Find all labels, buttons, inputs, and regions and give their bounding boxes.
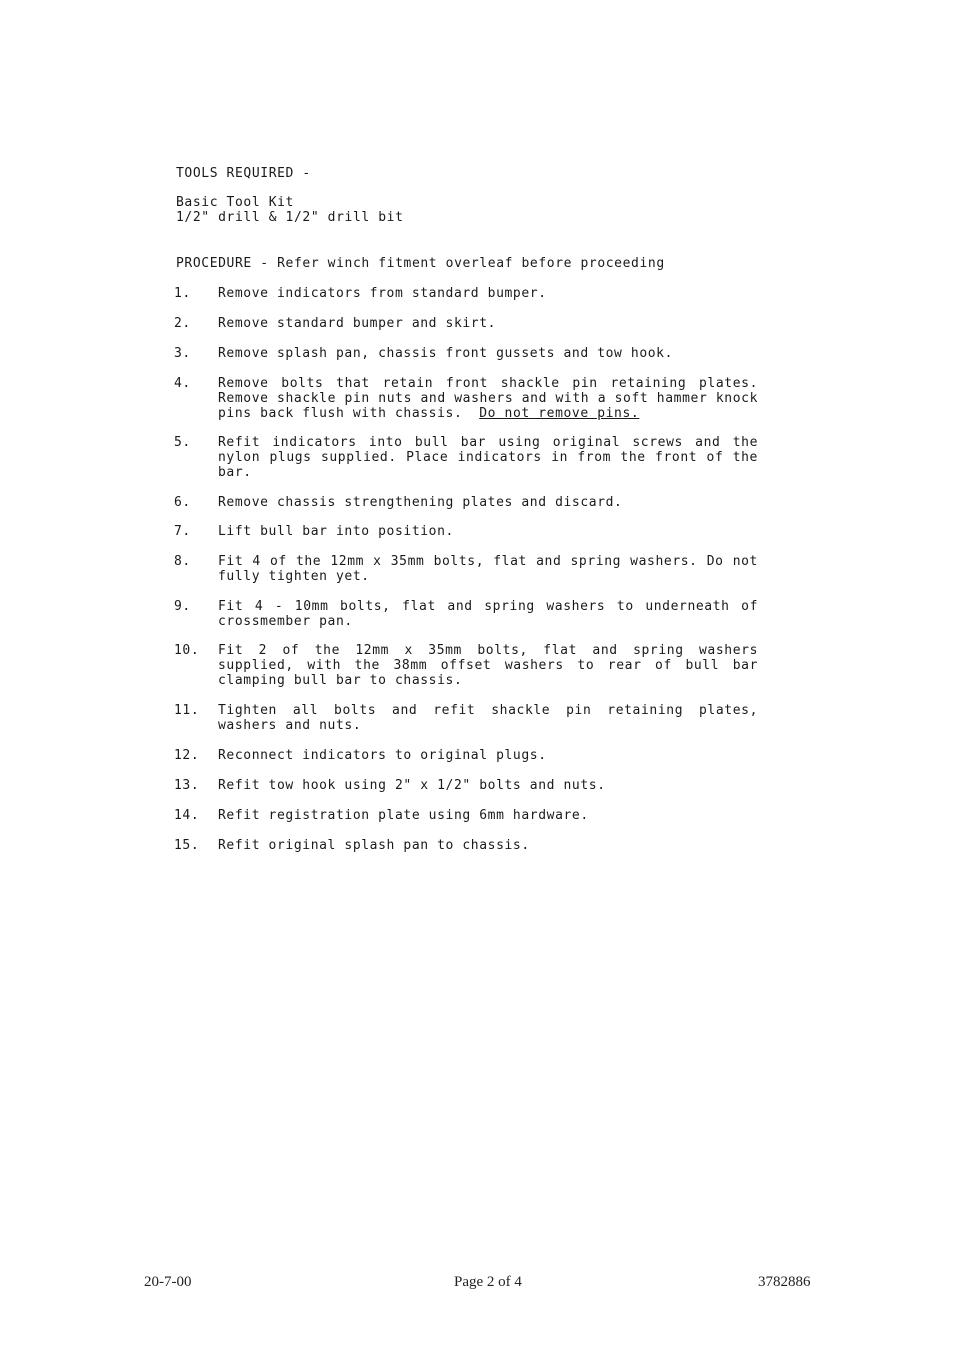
step-number: 5. [174, 435, 191, 450]
procedure-heading: PROCEDURE - Refer winch fitment overleaf before proceeding [176, 256, 665, 271]
step-number: 4. [174, 376, 191, 391]
step-text: Tighten all bolts and refit shackle pin retaining plates, washers and nuts. [218, 703, 758, 733]
tool-item: 1/2" drill & 1/2" drill bit [176, 210, 404, 225]
step-text: Fit 4 - 10mm bolts, flat and spring washers to underneath of crossmember pan. [218, 599, 758, 629]
step-number: 12. [174, 748, 200, 763]
step-number: 6. [174, 495, 191, 510]
step-number: 9. [174, 599, 191, 614]
tools-heading: TOOLS REQUIRED - [176, 166, 311, 181]
step-text: Remove indicators from standard bumper. [218, 286, 547, 301]
step-text-container [218, 376, 758, 421]
footer-page-number: Page 2 of 4 [454, 1274, 522, 1290]
footer-doc-number: 3782886 [758, 1274, 811, 1290]
step-text: Remove splash pan, chassis front gussets and tow hook. [218, 346, 674, 361]
step-number: 13. [174, 778, 200, 793]
step-text: Remove bolts that retain front shackle pin retaining plates. Remove shackle pin nuts and washers and with a soft hammer knock pins back flush with chassis. [218, 376, 758, 421]
step-text: Remove standard bumper and skirt. [218, 316, 497, 331]
step-text: Reconnect indicators to original plugs. [218, 748, 547, 763]
step-number: 15. [174, 838, 200, 853]
step-number: 10. [174, 643, 200, 658]
step-text: Refit registration plate using 6mm hardware. [218, 808, 589, 823]
step-text: Refit original splash pan to chassis. [218, 838, 530, 853]
step-number: 1. [174, 286, 191, 301]
step-text: Fit 2 of the 12mm x 35mm bolts, flat and spring washers supplied, with the 38mm offset washers to rear of bull bar clamping bull bar to chassis. [218, 643, 758, 688]
step-text: Fit 4 of the 12mm x 35mm bolts, flat and spring washers. Do not fully tighten yet. [218, 554, 758, 584]
step-text: Lift bull bar into position. [218, 524, 454, 539]
step-text: Remove chassis strengthening plates and discard. [218, 495, 623, 510]
step-number: 3. [174, 346, 191, 361]
step-number: 2. [174, 316, 191, 331]
tool-item: Basic Tool Kit [176, 195, 294, 210]
step-text: Refit tow hook using 2" x 1/2" bolts and nuts. [218, 778, 606, 793]
step-number: 14. [174, 808, 200, 823]
step-number: 11. [174, 703, 200, 718]
step-warning-note: Do not remove pins. [479, 406, 640, 421]
step-number: 7. [174, 524, 191, 539]
footer-date: 20-7-00 [144, 1274, 192, 1290]
step-text: Refit indicators into bull bar using original screws and the nylon plugs supplied. Place indicators in from the front of the bar. [218, 435, 758, 480]
step-number: 8. [174, 554, 191, 569]
